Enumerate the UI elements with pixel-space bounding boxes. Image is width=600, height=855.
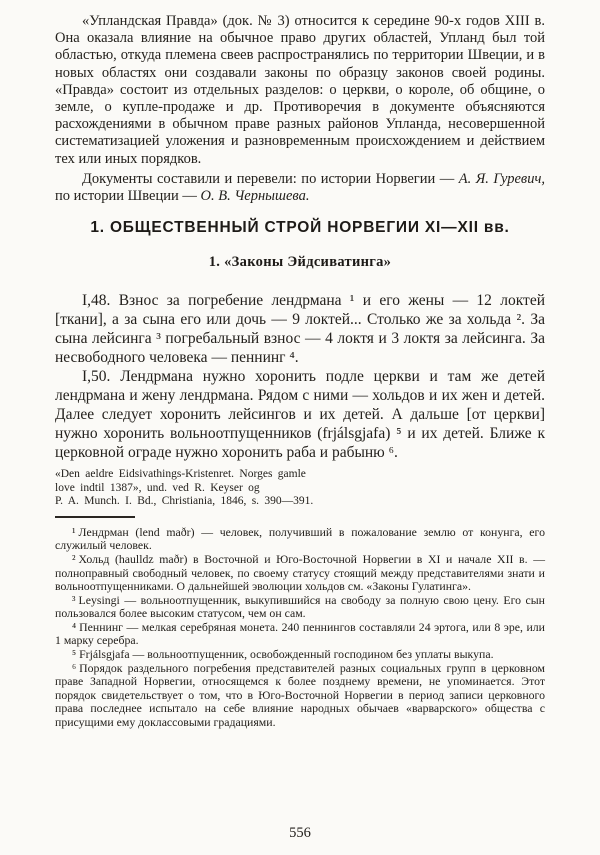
section-heading: 1. ОБЩЕСТВЕННЫЙ СТРОЙ НОРВЕГИИ XI—XII вв. [90, 219, 510, 237]
footnote-text: Пеннинг — мелкая серебряная монета. 240 пеннингов составляли 24 эртога, или 8 эре, или 1 марку серебра. [55, 619, 545, 648]
document-text [55, 291, 545, 462]
doc-paragraph-i50: I,50. Лендрмана нужно хоронить подле церкви и там же детей лендрмана и жену лендрмана. Рядом с ними — хольдов и их жен и детей. Далее следует хоронить лейсингов и их детей. А дальше [от церкви] нужно хоронить вольноотпущенников (frjálsgjafa) ⁵ и их детей. Ближе к церковной ограде нужно хоронить раба и рабыню ⁶. [55, 368, 545, 462]
footnote-text: Leysingi — вольноотпущенник, выкупившийся на свободу за полную свою цену. Его сын пользовался более высоким статусом, чем он сам. [55, 592, 545, 621]
attribution-author-gurevich: А. Я. Гуревич, [458, 170, 545, 187]
footnote-text: Frjálsgjafa — вольноотпущенник, освобожденный господином без уплаты выкупа. [79, 647, 494, 662]
footnote-text: Порядок раздельного погребения представителей разных социальных групп в церковном праве Западной Норвегии, относящемся к более позднему времени, не упоминается. Этот порядок свидетельствует о том, что в Юго-Восточной Норвегии в период записи церковного права последнее испытало на себе влияние народных обычаев «варварского» общества с присущими ему доклассовыми градациями. [55, 660, 545, 730]
footnote-marker: ⁵ [72, 647, 77, 662]
footnote-2 [55, 553, 545, 594]
doc-paragraph-i48: I,48. Взнос за погребение лендрмана ¹ и его жены — 12 локтей [ткани], а за сына его или дочь — 9 локтей... Столько же за хольда ². За сына лейсинга ³ погребальный взнос — 4 локтя и 3 локтя за лейсинга. За несвободного человека — пеннинг ⁴. [55, 292, 545, 367]
attribution-mid: по истории Швеции — [55, 188, 201, 205]
attribution-lead: Документы составили и перевели: по истории Норвегии — [82, 170, 459, 187]
footnote-text: Лендрман (lend maðr) — человек, получивший в пожалование землю от конунга, его служилый человек. [55, 524, 545, 553]
footnote-separator [55, 516, 135, 518]
attribution-author-chernysheva: О. В. Чернышева. [200, 188, 310, 205]
footnote-3 [55, 594, 545, 621]
intro-paragraph: «Упландская Правда» (док. № 3) относится к середине 90-х годов XIII в. Она оказала влияние на обычное право других областей, Упланд был той областью, откуда племена свеев распространялись по территории Швеции, и в новых областях они создавали законы по образцу законов своей родины. «Правда» состоит из отдельных разделов: о церкви, о короле, об общине, о земле, о купле-продаже и др. Противоречия в документе объясняются расхождениями в обычном праве разных районов Упланда, несовершенной систематизацией уложения и разновременным происхождением и действием тех или иных порядков. [55, 13, 545, 167]
footnote-6 [55, 662, 545, 730]
footnote-marker: ⁴ [72, 619, 77, 634]
source-citation [55, 468, 385, 509]
source-line: «Den aeldre Eidsivathings-Kristenret. Norges gamle [55, 468, 306, 481]
footnote-marker: ³ [72, 592, 76, 607]
footnote-marker: ² [72, 551, 76, 566]
attribution-paragraph [55, 171, 545, 205]
footnote-marker: ¹ [72, 524, 76, 539]
footnote-4 [55, 621, 545, 648]
footnotes-block [55, 526, 545, 730]
page-number: 556 [289, 825, 311, 841]
footnote-marker: ⁶ [72, 660, 77, 675]
footnote-text: Хольд (haulldz maðr) в Восточной и Юго-Восточной Норвегии в XI и начале XII в. — полноправный свободный человек, по своему статусу стоящий между представителями знати и вольноотпущенниками. О дальнейшей эволюции хольдов см. «Законы Гулатинга». [55, 551, 545, 594]
section-subheading: 1. «Законы Эйдсиватинга» [208, 254, 392, 271]
source-line: P. A. Munch. I. Bd., Christiania, 1846, s. 390—391. [55, 495, 314, 508]
source-line: love indtil 1387», und. ved R. Keyser og [55, 481, 260, 494]
footnote-1 [55, 526, 545, 553]
footnote-5 [55, 648, 545, 662]
